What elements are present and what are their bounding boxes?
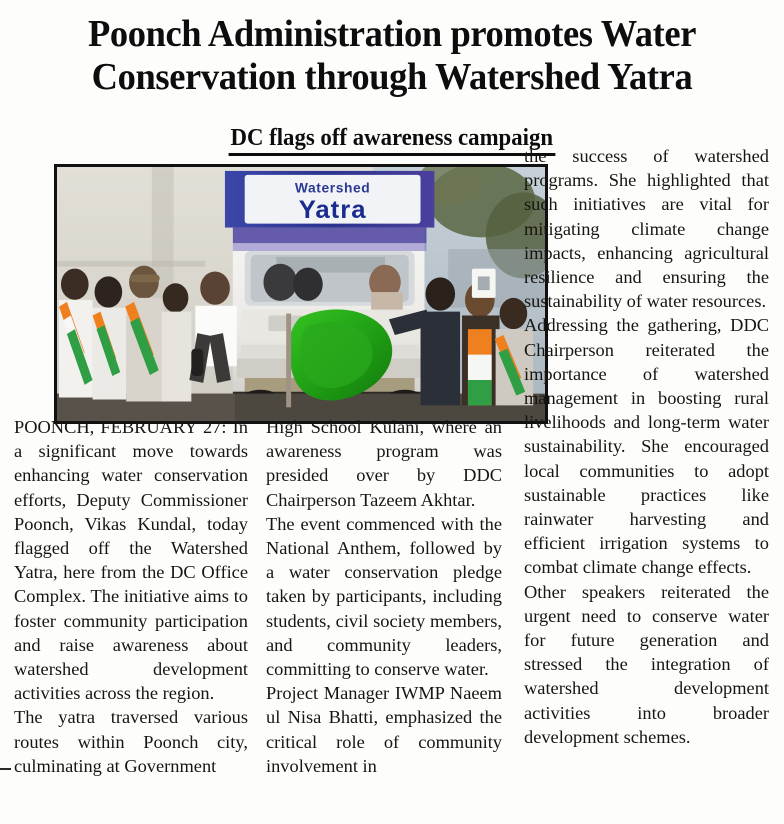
- scan-artifact-dash: [0, 768, 11, 770]
- text-column-3: [524, 143, 769, 749]
- headline-line-1: Poonch Administration promotes Water: [87, 13, 697, 55]
- text-column-1: [14, 143, 248, 778]
- paragraph: Project Manager IWMP Naeem ul Nisa Bhatti, emphasized the critical role of community involvement in: [266, 683, 502, 776]
- svg-text:Yatra: Yatra: [298, 195, 367, 224]
- paragraph: POONCH, FEBRUARY 27: In a significant move towards enhancing water conservation efforts, Deputy Commissioner Poonch, Vikas Kundal, today flagged off the Watershed Yatra, here from the DC Office Complex. The initiative aims to foster community participation and raise awareness about watershed development activities across the region.: [14, 417, 248, 704]
- svg-text:Watershed: Watershed: [294, 180, 371, 196]
- subheadline: DC flags off awareness campaign: [229, 125, 555, 156]
- paragraph: The event commenced with the National Anthem, followed by a water conservation pledge taken by participants, including students, civil society members, and community leaders, committing to conserve water.: [266, 513, 502, 680]
- paragraph: Addressing the gathering, DDC Chairperson reiterated the importance of watershed management in boosting rural livelihoods and long-term water sustainability. She encouraged local communities to adopt sustainable practices like rainwater harvesting and efficient irrigation systems to combat climate change effects.: [524, 315, 769, 578]
- paragraph: the success of watershed programs. She highlighted that such initiatives are vital for mitigating climate change impacts, enhancing agricultural resilience and ensuring the sustainability of water resources.: [524, 146, 769, 312]
- paragraph: Other speakers reiterated the urgent need to conserve water for future generation and stressed the integration of watershed development activities into broader development schemes.: [524, 581, 769, 747]
- headline-line-2: Conservation through Watershed Yatra: [91, 56, 693, 99]
- text-column-2: [266, 143, 502, 778]
- article-body: [0, 143, 784, 824]
- paragraph: The yatra traversed various routes within Poonch city, culminating at Government: [14, 707, 248, 776]
- paragraph: High School Kulani, where an awareness program was presided over by DDC Chairperson Tazeem Akhtar.: [266, 417, 502, 510]
